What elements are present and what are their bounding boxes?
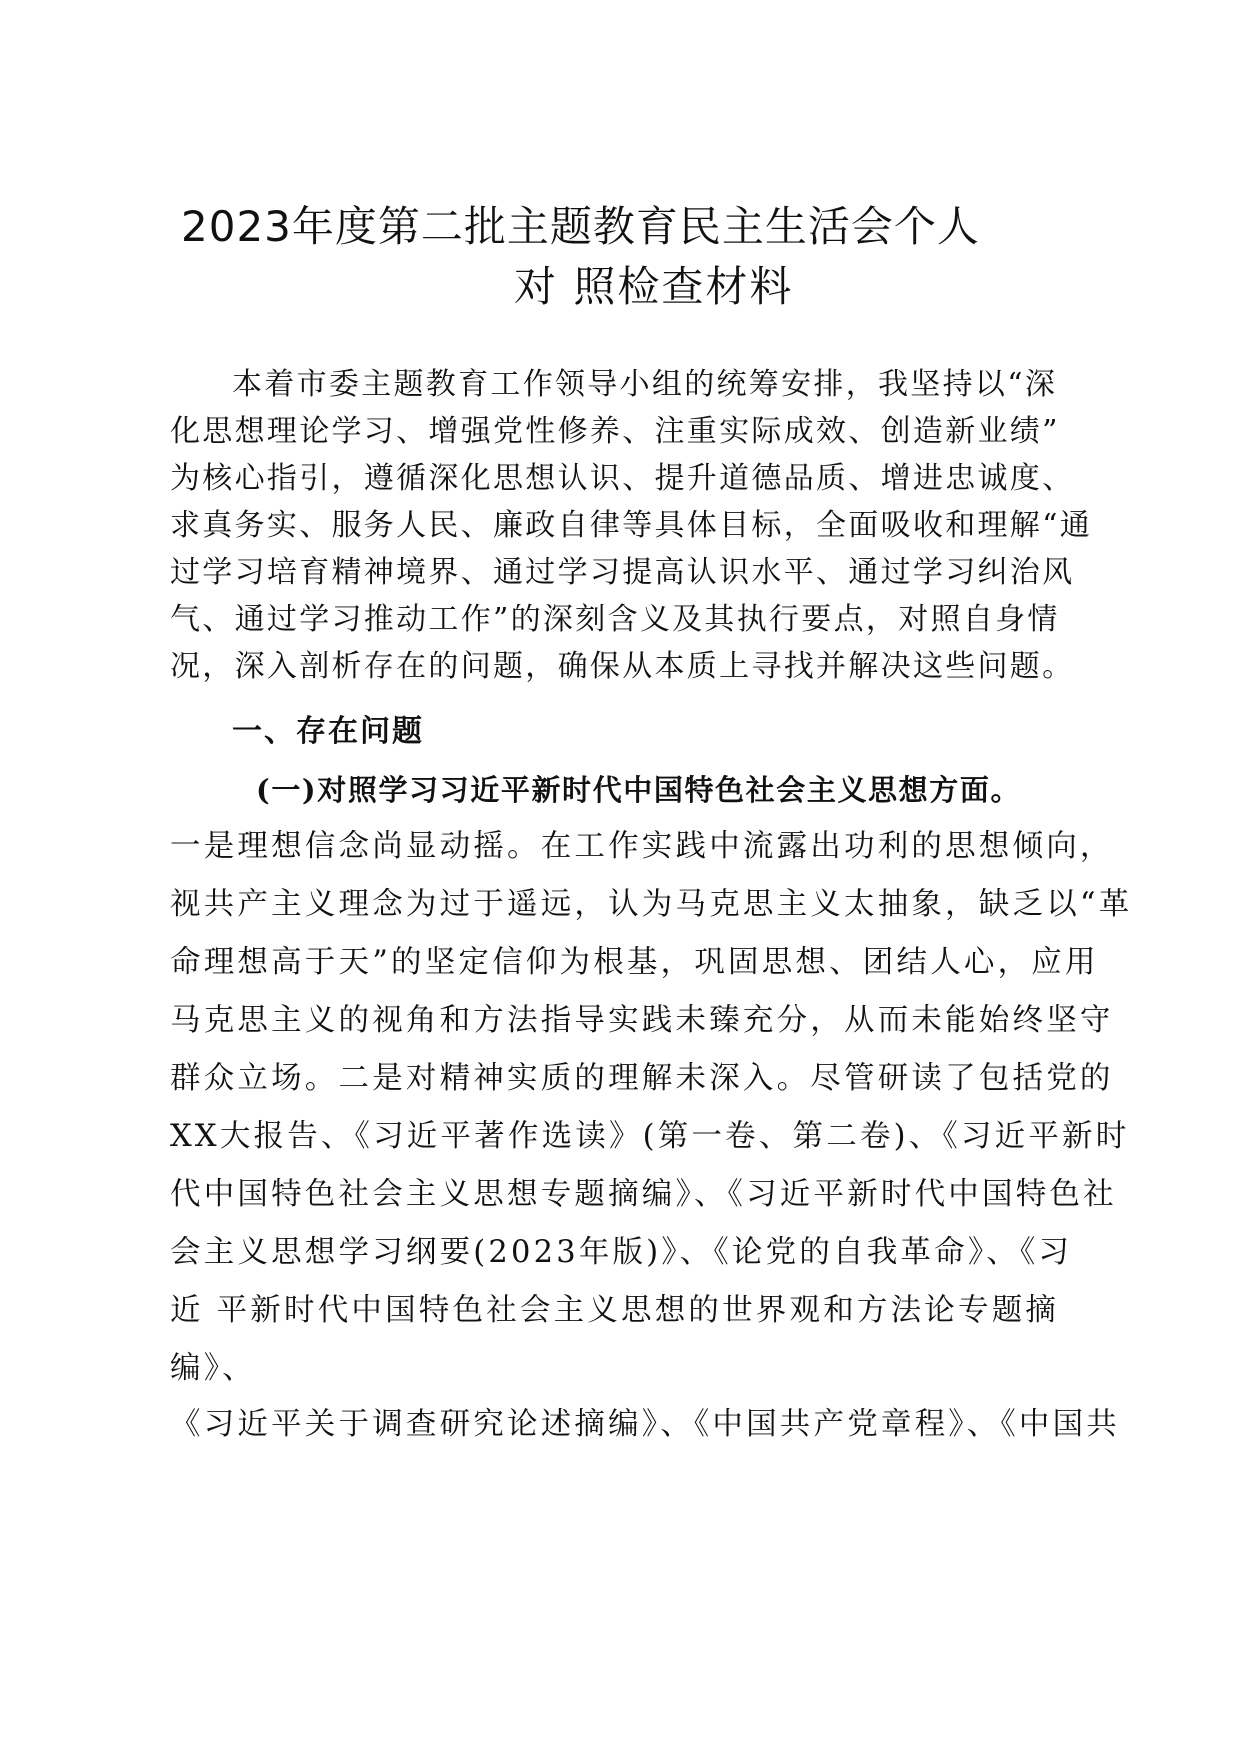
subsection-paragraph-line: 马克思主义的视角和方法指导实践未臻充分，从而未能始终坚守 [170, 1003, 1114, 1038]
intro-paragraph-line: 况，深入剖析存在的问题，确保从本质上寻找并解决这些问题。 [170, 649, 1075, 684]
section-heading-existing-problems: 一、存在问题 [232, 714, 424, 749]
subsection-paragraph-line: XX大报告、《习近平著作选读》(第一卷、第二卷)、《习近平新时 [170, 1119, 1130, 1154]
subsection-paragraph-line: 《习近平关于调查研究论述摘编》、《中国共产党章程》、《中国共 [170, 1407, 1120, 1442]
intro-paragraph-line: 为核心指引，遵循深化思想认识、提升道德品质、增进忠诚度、 [170, 461, 1075, 496]
subsection-paragraph-line: 群众立场。二是对精神实质的理解未深入。尽管研读了包括党的 [170, 1061, 1114, 1096]
intro-paragraph-line: 气、通过学习推动工作”的深刻含义及其执行要点，对照自身情 [170, 602, 1060, 637]
subsection-paragraph-line: 命理想高于天”的坚定信仰为根基，巩固思想、团结人心，应用 [170, 945, 1099, 980]
intro-paragraph-line: 本着市委主题教育工作领导小组的统筹安排，我坚持以“深 [232, 367, 1058, 402]
subsection-paragraph-line: 视共产主义理念为过于遥远，认为马克思主义太抽象，缺乏以“革 [170, 887, 1133, 922]
subsection-paragraph-line: 会主义思想学习纲要(2023年版)》、《论党的自我革命》、《习 [170, 1235, 1073, 1270]
intro-paragraph-line: 求真务实、服务人民、廉政自律等具体目标，全面吸收和理解“通 [170, 508, 1093, 543]
document-title-line-2: 对 照检查材料 [514, 262, 794, 311]
intro-paragraph-line: 过学习培育精神境界、通过学习提高认识水平、通过学习纠治风 [170, 555, 1075, 590]
subsection-paragraph-line: 近 平新时代中国特色社会主义思想的世界观和方法论专题摘 [170, 1293, 1060, 1328]
subsection-heading-theory-study: (一)对照学习习近平新时代中国特色社会主义思想方面。 [256, 773, 1022, 807]
intro-paragraph-line: 化思想理论学习、增强党性修养、注重实际成效、创造新业绩” [170, 414, 1060, 449]
document-title-line-1: 2023年度第二批主题教育民主生活会个人 [181, 202, 980, 251]
subsection-paragraph-line: 一是理想信念尚显动摇。在工作实践中流露出功利的思想倾向， [170, 829, 1114, 864]
subsection-paragraph-line: 代中国特色社会主义思想专题摘编》、《习近平新时代中国特色社 [170, 1177, 1117, 1212]
subsection-paragraph-line: 编》、 [170, 1351, 256, 1386]
